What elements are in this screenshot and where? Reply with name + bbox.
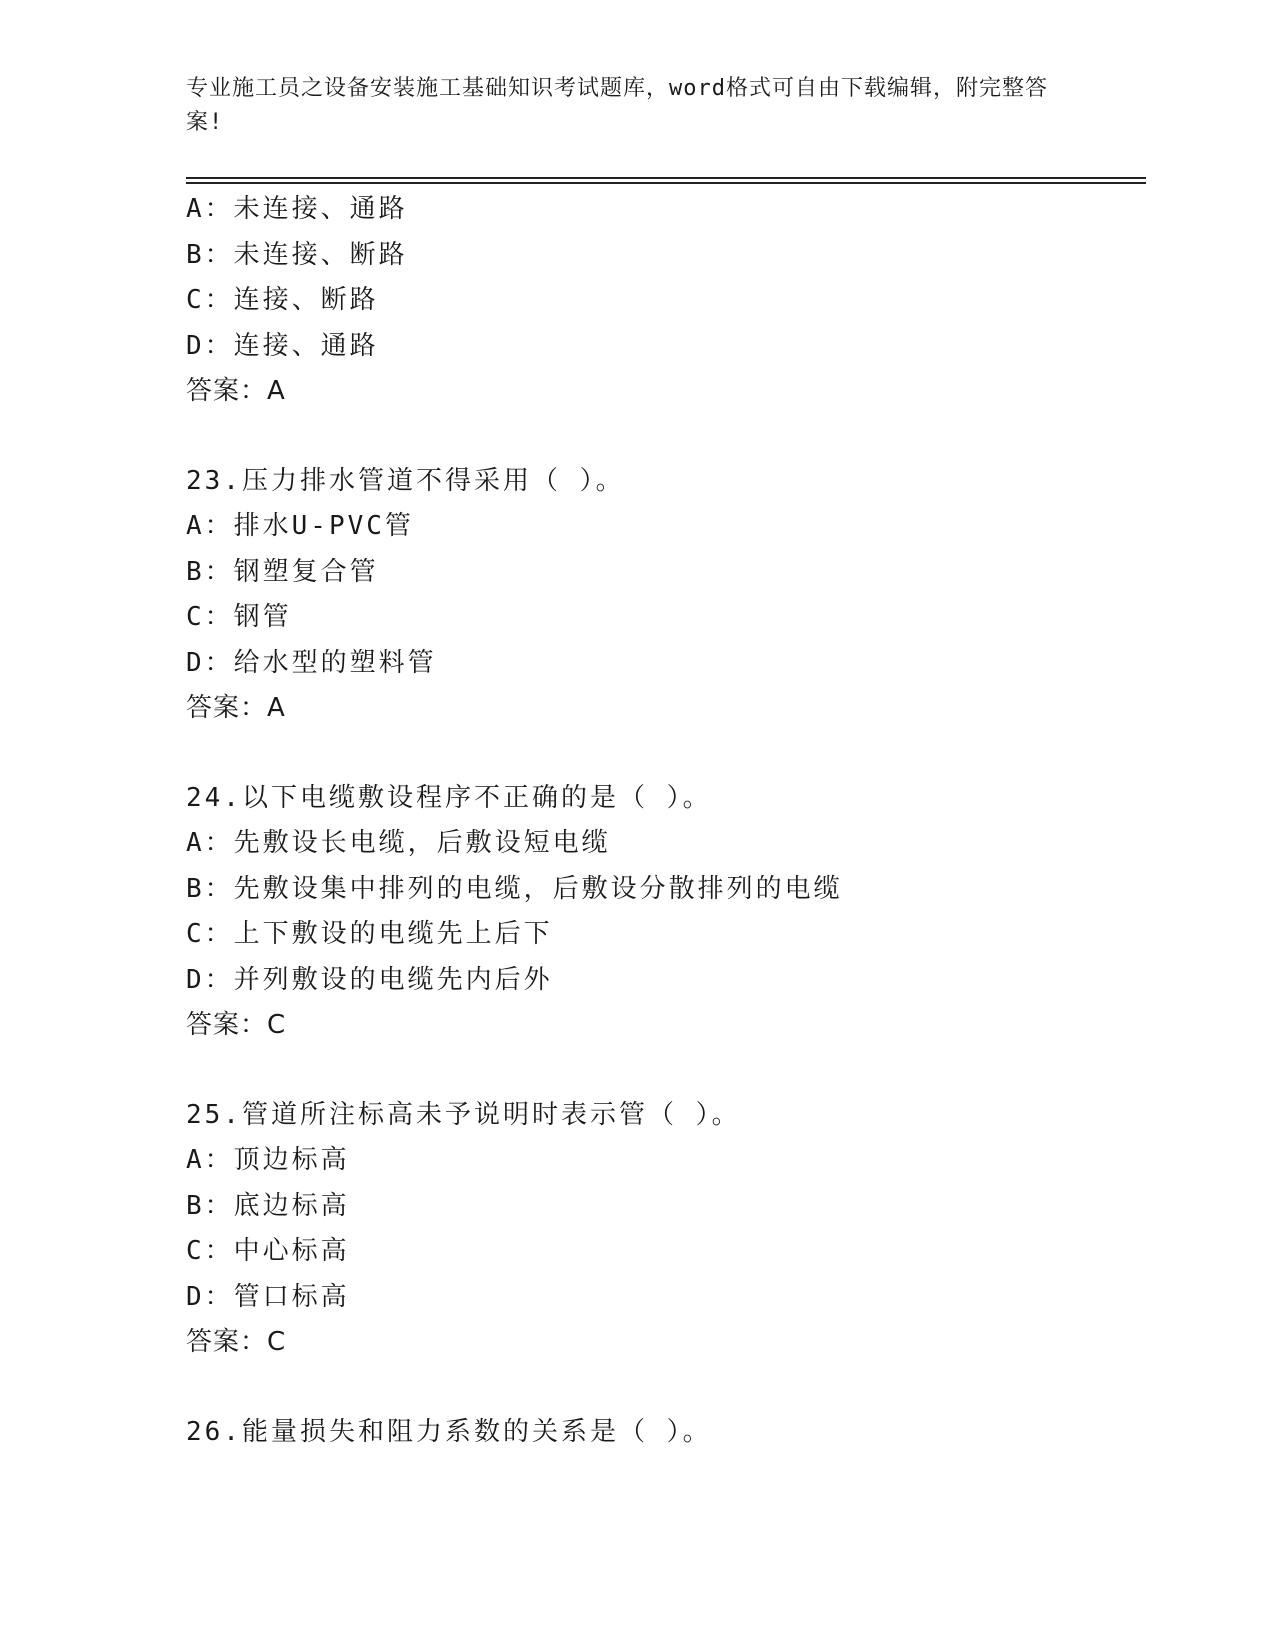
option-b: B：先敷设集中排列的电缆，后敷设分散排列的电缆 <box>186 873 843 904</box>
option-a: A：未连接、通路 <box>186 194 408 224</box>
header-title: 专业施工员之设备安装施工基础知识考试题库，word格式可自由下载编辑，附完整答案! <box>186 76 1048 135</box>
header-divider-top <box>186 177 1146 179</box>
answer-line: 答案：C <box>186 1327 287 1357</box>
question-block-23 <box>186 459 1146 732</box>
question-stem: 24.以下电缆敷设程序不正确的是（ ）。 <box>186 782 712 813</box>
option-b: B：钢塑复合管 <box>186 556 379 587</box>
question-block-24 <box>186 776 1146 1049</box>
option-d: D：连接、通路 <box>186 330 379 361</box>
option-d: D：并列敷设的电缆先内后外 <box>186 964 553 995</box>
option-c: C：钢管 <box>186 602 292 632</box>
document-header <box>186 72 1066 140</box>
answer-line: 答案：A <box>186 693 286 723</box>
question-stem: 26.能量损失和阻力系数的关系是（ ）。 <box>186 1416 712 1447</box>
option-d: D：给水型的塑料管 <box>186 647 437 678</box>
question-stem: 23.压力排水管道不得采用（ ）。 <box>186 465 625 496</box>
answer-line: 答案：C <box>186 1010 287 1040</box>
question-block-25 <box>186 1093 1146 1366</box>
question-block-26 <box>186 1410 1146 1456</box>
header-divider-bottom <box>186 182 1146 184</box>
option-d: D：管口标高 <box>186 1281 350 1312</box>
question-list <box>186 187 1146 1455</box>
option-a: A：先敷设长电缆，后敷设短电缆 <box>186 828 611 858</box>
question-stem: 25.管道所注标高未予说明时表示管（ ）。 <box>186 1099 741 1130</box>
question-block-22 <box>186 187 1146 415</box>
answer-line: 答案：A <box>186 376 286 406</box>
option-c: C：连接、断路 <box>186 285 379 315</box>
option-c: C：上下敷设的电缆先上后下 <box>186 919 553 949</box>
option-c: C：中心标高 <box>186 1236 350 1266</box>
option-b: B：未连接、断路 <box>186 239 408 270</box>
option-a: A：排水U-PVC管 <box>186 511 414 541</box>
option-b: B：底边标高 <box>186 1190 350 1221</box>
option-a: A：顶边标高 <box>186 1145 350 1175</box>
